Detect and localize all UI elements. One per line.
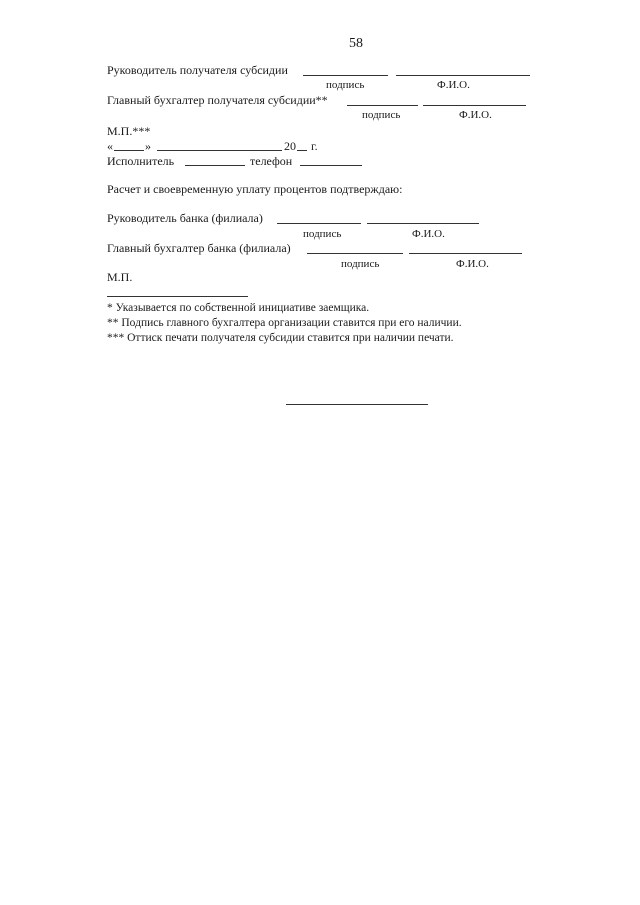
signature-caption: подпись [303,228,342,240]
bank-head-signature-line [277,223,361,224]
footnote-2: ** Подпись главного бухгалтера организации ставится при его наличии. [107,317,462,329]
bank-head-name-line [367,223,479,224]
bank-accountant-name-line [409,253,522,254]
bank-accountant-signature-line [307,253,403,254]
phone-label: телефон [250,154,293,168]
footnote-3: *** Оттиск печати получателя субсидии ставится при наличии печати. [107,332,454,344]
date-month-line [157,150,282,151]
footnote-1: * Указывается по собственной инициативе заемщика. [107,302,370,314]
executor-line [185,165,245,166]
recipient-stamp-label: М.П.*** [107,124,151,138]
date-year-line [297,150,307,151]
recipient-accountant-signature-line [347,105,418,106]
confirmation-text: Расчет и своевременную уплату процентов подтверждаю: [107,182,403,196]
footnote-separator [107,296,248,297]
date-close-quote: » [145,139,151,153]
recipient-head-signature-line [303,75,388,76]
date-open-quote: « [107,139,113,153]
end-line [286,404,428,405]
name-caption: Ф.И.О. [412,228,445,240]
signature-caption: подпись [362,109,401,121]
page-number: 58 [349,36,363,51]
bank-chief-accountant-label: Главный бухгалтер банка (филиала) [107,241,291,255]
date-year-suffix: г. [311,139,318,153]
recipient-accountant-name-line [423,105,526,106]
phone-line [300,165,362,166]
executor-label: Исполнитель [107,154,175,168]
bank-stamp-label: М.П. [107,270,133,284]
name-caption: Ф.И.О. [459,109,492,121]
name-caption: Ф.И.О. [456,258,489,270]
recipient-head-label: Руководитель получателя субсидии [107,63,288,77]
recipient-head-name-line [396,75,530,76]
date-day-line [114,150,144,151]
signature-caption: подпись [326,79,365,91]
signature-caption: подпись [341,258,380,270]
bank-head-label: Руководитель банка (филиала) [107,211,263,225]
name-caption: Ф.И.О. [437,79,470,91]
recipient-chief-accountant-label: Главный бухгалтер получателя субсидии** [107,93,328,107]
date-year-prefix: 20 [284,139,296,153]
